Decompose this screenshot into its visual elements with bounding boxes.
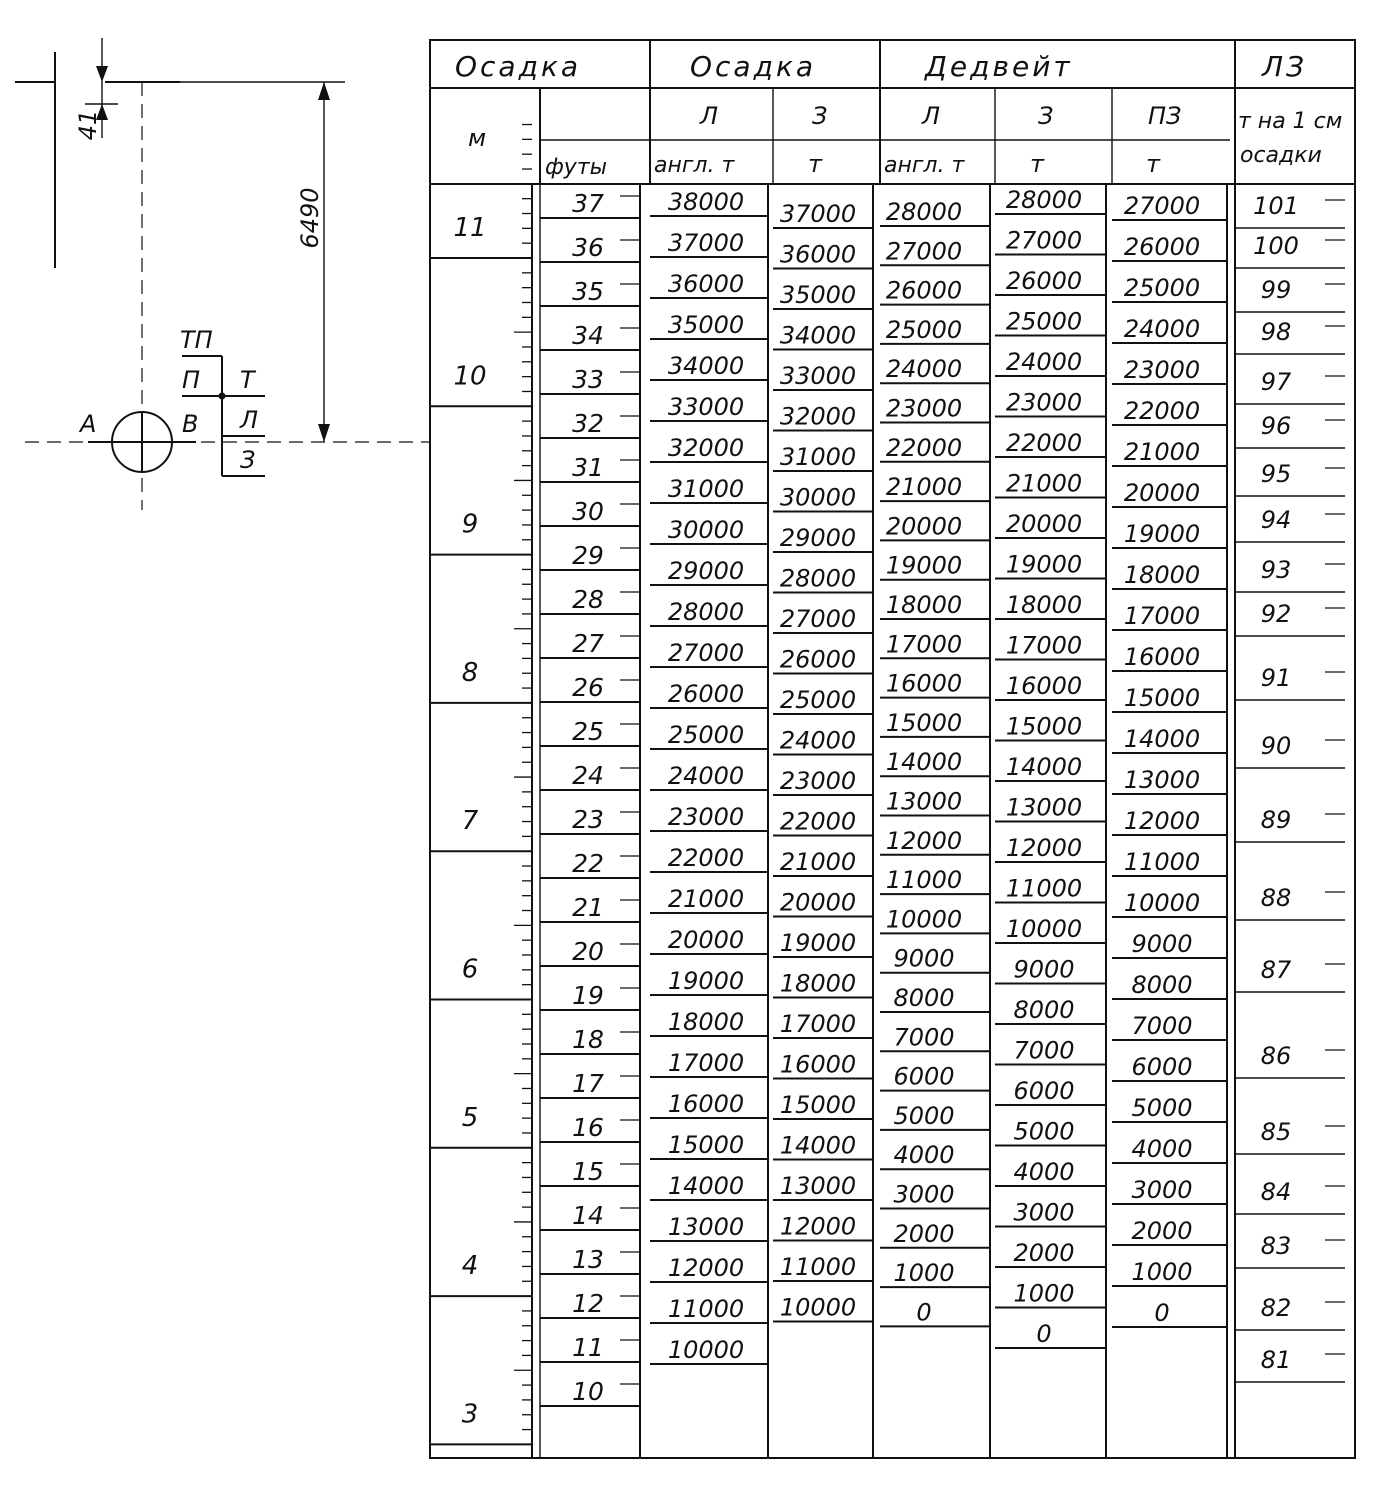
dw-z-value: 18000 — [1005, 591, 1083, 619]
dw-l-value: 24000 — [885, 355, 963, 384]
header-dw-pz: ПЗ — [1148, 102, 1182, 130]
draft-l-value: 23000 — [667, 803, 745, 831]
feet-label: 35 — [572, 277, 604, 306]
feet-label: 14 — [572, 1201, 604, 1230]
header-deadweight: Дедвейт — [925, 50, 1073, 83]
dw-l-value: 19000 — [885, 551, 963, 580]
draft-l-value: 14000 — [667, 1172, 745, 1200]
dw-pz-value: 7000 — [1131, 1012, 1193, 1040]
draft-z-value: 10000 — [779, 1293, 857, 1322]
draft-z-value: 24000 — [779, 726, 857, 755]
meter-label: 11 — [453, 213, 487, 243]
draft-z-value: 32000 — [779, 402, 857, 431]
tpc-value: 96 — [1260, 412, 1292, 440]
draft-z-value: 34000 — [779, 321, 857, 350]
tpc-value: 91 — [1260, 664, 1292, 692]
dw-pz-value: 26000 — [1123, 233, 1201, 261]
draft-z-value: 17000 — [779, 1010, 857, 1038]
tpc-value: 88 — [1260, 884, 1292, 912]
mark-l: Л — [240, 406, 259, 434]
dw-l-value: 22000 — [885, 433, 963, 462]
feet-label: 11 — [572, 1333, 604, 1362]
draft-l-value: 38000 — [667, 188, 745, 216]
dw-pz-value: 20000 — [1123, 479, 1201, 507]
tpc-value: 101 — [1253, 192, 1299, 220]
dw-z-value: 7000 — [1013, 1036, 1075, 1065]
feet-label: 15 — [572, 1157, 604, 1186]
draft-l-value: 19000 — [667, 967, 745, 995]
dw-z-value: 9000 — [1013, 955, 1075, 984]
dw-z-value: 1000 — [1013, 1279, 1075, 1308]
feet-label: 12 — [572, 1289, 604, 1318]
feet-label: 20 — [572, 937, 604, 966]
dw-l-value: 27000 — [885, 237, 963, 266]
feet-label: 26 — [572, 673, 604, 702]
mark-p: П — [182, 366, 201, 394]
dw-pz-value: 22000 — [1123, 397, 1201, 425]
feet-label: 36 — [572, 233, 604, 262]
draft-l-value: 16000 — [667, 1090, 745, 1118]
draft-z-value: 18000 — [779, 969, 857, 998]
dw-pz-value: 11000 — [1123, 848, 1201, 876]
draft-l-value: 28000 — [667, 598, 745, 626]
feet-label: 29 — [572, 541, 604, 570]
draft-l-value: 29000 — [667, 557, 745, 585]
tpc-value: 94 — [1260, 506, 1292, 534]
dw-pz-value: 1000 — [1131, 1258, 1193, 1286]
draft-l-value: 34000 — [667, 352, 745, 380]
draft-l-value: 24000 — [667, 762, 745, 790]
draft-l-value: 15000 — [667, 1131, 745, 1159]
feet-label: 27 — [572, 629, 604, 658]
tpc-value: 90 — [1260, 732, 1292, 760]
scale-columns — [430, 125, 1345, 1458]
draft-l-value: 31000 — [667, 475, 745, 503]
draft-z-value: 25000 — [779, 686, 857, 714]
dw-z-value: 3000 — [1013, 1198, 1075, 1227]
dw-pz-value: 23000 — [1123, 356, 1201, 384]
dw-pz-value: 5000 — [1131, 1094, 1193, 1122]
draft-l-value: 11000 — [667, 1295, 745, 1323]
dw-pz-value: 25000 — [1123, 274, 1201, 302]
dw-l-value: 9000 — [893, 944, 955, 973]
dw-l-value: 8000 — [893, 984, 955, 1012]
draft-z-value: 14000 — [779, 1131, 857, 1160]
tpc-value: 81 — [1260, 1346, 1292, 1374]
dw-z-value: 28000 — [1005, 186, 1083, 214]
dw-z-value: 24000 — [1005, 348, 1083, 376]
mark-t: Т — [240, 366, 255, 394]
header-dw-l: Л — [922, 102, 941, 130]
dw-z-value: 21000 — [1005, 469, 1083, 498]
feet-label: 23 — [572, 805, 604, 834]
header-draft-2: Осадка — [690, 50, 817, 83]
feet-label: 22 — [572, 849, 604, 878]
dw-z-value: 4000 — [1013, 1158, 1075, 1186]
draft-l-value: 25000 — [667, 721, 745, 749]
tpc-value: 92 — [1260, 600, 1292, 628]
dw-pz-value: 14000 — [1123, 725, 1201, 753]
tpc-value: 87 — [1260, 956, 1292, 984]
unit-t-2: т — [1030, 150, 1044, 178]
dw-l-value: 14000 — [885, 748, 963, 777]
feet-label: 37 — [572, 189, 604, 218]
draft-z-value: 31000 — [779, 443, 857, 471]
dw-z-value: 10000 — [1005, 915, 1083, 943]
feet-label: 24 — [572, 761, 604, 790]
header-draft-l: Л — [700, 102, 719, 130]
dw-l-value: 17000 — [885, 630, 963, 659]
mark-tp: ТП — [180, 326, 213, 354]
feet-label: 13 — [572, 1245, 604, 1274]
draft-l-value: 10000 — [667, 1336, 745, 1364]
unit-engl-t-1: англ. т — [654, 153, 735, 178]
dw-pz-value: 21000 — [1123, 438, 1201, 466]
feet-label: 10 — [572, 1377, 604, 1406]
dw-z-value: 27000 — [1005, 226, 1083, 255]
dw-z-value: 15000 — [1005, 712, 1083, 741]
tpc-value: 99 — [1260, 276, 1292, 304]
draft-z-value: 20000 — [779, 888, 857, 917]
tpc-value: 86 — [1260, 1042, 1292, 1070]
dw-z-value: 5000 — [1013, 1117, 1075, 1146]
draft-l-value: 27000 — [667, 639, 745, 667]
dw-z-value: 12000 — [1005, 834, 1083, 862]
dw-z-value: 16000 — [1005, 672, 1083, 700]
dw-pz-value: 16000 — [1123, 643, 1201, 671]
meter-label: 6 — [461, 954, 479, 985]
dw-l-value: 2000 — [893, 1219, 955, 1248]
tpc-value: 84 — [1260, 1178, 1292, 1206]
dw-z-value: 20000 — [1005, 510, 1083, 538]
draft-z-value: 15000 — [779, 1091, 857, 1119]
draft-z-value: 27000 — [779, 605, 857, 633]
feet-label: 31 — [572, 453, 604, 482]
draft-z-value: 16000 — [779, 1050, 857, 1079]
draft-z-value: 11000 — [779, 1253, 857, 1281]
meter-label: 5 — [461, 1102, 479, 1133]
draft-l-value: 37000 — [667, 229, 745, 257]
draft-l-value: 18000 — [667, 1008, 745, 1036]
dw-pz-value: 8000 — [1131, 971, 1193, 999]
dw-pz-value: 15000 — [1123, 684, 1201, 712]
meter-label: 7 — [461, 806, 479, 837]
dw-pz-value: 0 — [1154, 1299, 1170, 1327]
dw-pz-value: 10000 — [1123, 889, 1201, 917]
meter-label: 4 — [461, 1251, 479, 1282]
tpc-value: 85 — [1260, 1118, 1292, 1146]
dw-l-value: 23000 — [885, 394, 963, 423]
dw-pz-value: 4000 — [1131, 1135, 1193, 1163]
dw-z-value: 14000 — [1005, 753, 1083, 781]
tpc-value: 89 — [1260, 806, 1292, 834]
draft-l-value: 35000 — [667, 311, 745, 339]
meter-label: 9 — [461, 509, 479, 540]
dw-z-value: 8000 — [1013, 996, 1075, 1024]
header-per-cm-1: т на 1 см — [1238, 109, 1343, 134]
draft-mark-diagram — [15, 38, 430, 510]
tpc-value: 83 — [1260, 1232, 1292, 1260]
draft-z-value: 19000 — [779, 929, 857, 957]
dw-pz-value: 2000 — [1131, 1217, 1193, 1245]
dw-l-value: 26000 — [885, 276, 963, 305]
dw-l-value: 15000 — [885, 708, 963, 737]
dw-z-value: 11000 — [1005, 874, 1083, 903]
dw-z-value: 26000 — [1005, 267, 1083, 295]
draft-z-value: 23000 — [779, 767, 857, 795]
draft-z-value: 37000 — [779, 200, 857, 228]
dw-z-value: 6000 — [1013, 1077, 1075, 1105]
draft-z-value: 21000 — [779, 848, 857, 876]
feet-label: 30 — [572, 497, 604, 526]
dw-l-value: 7000 — [893, 1023, 955, 1052]
draft-l-value: 22000 — [667, 844, 745, 872]
draft-l-value: 26000 — [667, 680, 745, 708]
draft-l-value: 13000 — [667, 1213, 745, 1241]
meter-label: 10 — [453, 361, 487, 392]
dw-pz-value: 17000 — [1123, 602, 1201, 630]
feet-label: 19 — [572, 981, 604, 1010]
dw-z-value: 25000 — [1005, 307, 1083, 336]
draft-z-value: 13000 — [779, 1172, 857, 1200]
dw-l-value: 28000 — [885, 198, 963, 226]
draft-l-value: 30000 — [667, 516, 745, 544]
dw-l-value: 11000 — [885, 866, 963, 895]
draft-z-value: 30000 — [779, 483, 857, 512]
unit-t-3: т — [1146, 150, 1160, 178]
feet-label: 16 — [572, 1113, 604, 1142]
dw-pz-value: 9000 — [1131, 930, 1193, 958]
draft-l-value: 17000 — [667, 1049, 745, 1077]
dw-pz-value: 6000 — [1131, 1053, 1193, 1081]
dw-l-value: 10000 — [885, 905, 963, 934]
dw-z-value: 17000 — [1005, 631, 1083, 660]
mark-b: В — [182, 410, 199, 438]
header-per-cm-2: осадки — [1240, 143, 1322, 168]
header-dw-z: З — [1038, 102, 1054, 130]
draft-z-value: 33000 — [779, 362, 857, 390]
dw-pz-value: 24000 — [1123, 315, 1201, 343]
unit-t-1: т — [808, 150, 822, 178]
dw-l-value: 13000 — [885, 787, 963, 816]
dw-l-value: 6000 — [893, 1062, 955, 1091]
dw-z-value: 13000 — [1005, 793, 1083, 822]
dim-6490-label: 6490 — [296, 187, 324, 249]
dw-pz-value: 3000 — [1131, 1176, 1193, 1204]
meter-label: 8 — [461, 657, 479, 688]
table-header — [455, 50, 1342, 180]
mark-a: А — [80, 410, 97, 438]
dw-l-value: 0 — [916, 1298, 932, 1327]
dw-z-value: 2000 — [1013, 1239, 1075, 1267]
draft-z-value: 12000 — [779, 1212, 857, 1241]
dw-l-value: 16000 — [885, 669, 963, 698]
dw-l-value: 1000 — [893, 1259, 955, 1288]
draft-l-value: 36000 — [667, 270, 745, 298]
feet-label: 17 — [572, 1069, 604, 1098]
draft-l-value: 20000 — [667, 926, 745, 954]
draft-z-value: 28000 — [779, 564, 857, 593]
draft-z-value: 36000 — [779, 240, 857, 269]
dw-l-value: 20000 — [885, 512, 963, 541]
tpc-value: 82 — [1260, 1294, 1292, 1322]
dw-z-value: 22000 — [1005, 429, 1083, 457]
dw-z-value: 23000 — [1005, 388, 1083, 417]
dw-pz-value: 13000 — [1123, 766, 1201, 794]
dw-l-value: 3000 — [893, 1180, 955, 1209]
tpc-value: 97 — [1260, 368, 1292, 396]
feet-label: 18 — [572, 1025, 604, 1054]
dw-l-value: 5000 — [893, 1101, 955, 1130]
dw-l-value: 4000 — [893, 1141, 955, 1170]
dw-l-value: 21000 — [885, 473, 963, 502]
dw-z-value: 19000 — [1005, 550, 1083, 579]
draft-z-value: 35000 — [779, 281, 857, 309]
mark-z: З — [240, 446, 256, 474]
dw-pz-value: 19000 — [1123, 520, 1201, 548]
dw-l-value: 25000 — [885, 315, 963, 344]
tpc-value: 100 — [1253, 232, 1299, 260]
draft-l-value: 33000 — [667, 393, 745, 421]
draft-l-value: 32000 — [667, 434, 745, 462]
header-tpc: ЛЗ — [1262, 50, 1308, 83]
header-draft-z: З — [812, 102, 828, 130]
dw-l-value: 18000 — [885, 591, 963, 619]
dw-pz-value: 12000 — [1123, 807, 1201, 835]
header-draft-1: Осадка — [455, 50, 582, 83]
tpc-value: 95 — [1260, 460, 1292, 488]
feet-label: 33 — [572, 365, 604, 394]
feet-label: 25 — [572, 717, 604, 746]
draft-z-value: 22000 — [779, 807, 857, 836]
dw-z-value: 0 — [1036, 1320, 1052, 1348]
draft-z-value: 26000 — [779, 645, 857, 674]
dw-pz-value: 18000 — [1123, 561, 1201, 589]
feet-label: 21 — [572, 893, 604, 922]
feet-label: 34 — [572, 321, 604, 350]
draft-l-value: 12000 — [667, 1254, 745, 1282]
feet-label: 32 — [572, 409, 604, 438]
draft-z-value: 29000 — [779, 524, 857, 552]
dw-pz-value: 27000 — [1123, 192, 1201, 220]
meter-label: 3 — [461, 1399, 479, 1430]
header-meters: м — [468, 124, 487, 152]
dw-l-value: 12000 — [885, 826, 963, 855]
header-feet: футы — [545, 155, 608, 180]
dim-41-label: 41 — [74, 109, 102, 141]
tpc-value: 98 — [1260, 318, 1292, 346]
draft-l-value: 21000 — [667, 885, 745, 913]
feet-label: 28 — [572, 585, 604, 614]
unit-engl-t-2: англ. т — [884, 153, 965, 178]
tpc-value: 93 — [1260, 556, 1292, 584]
